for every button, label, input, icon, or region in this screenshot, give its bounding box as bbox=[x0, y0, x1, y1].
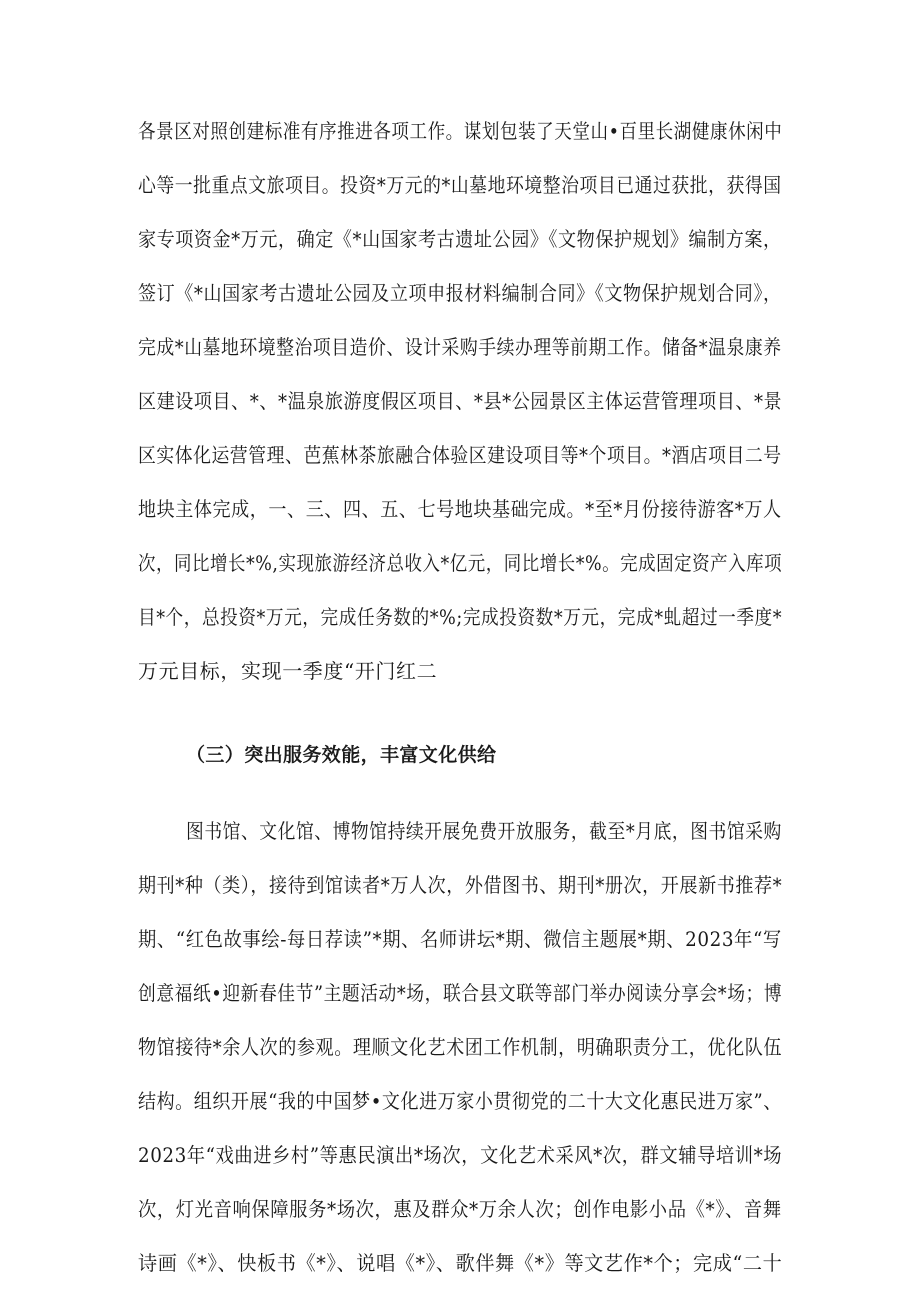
paragraph-line: 心等一批重点文旅项目。投资*万元的*山墓地环境整治项目已通过获批，获得国 bbox=[138, 173, 782, 197]
paragraph-line: 目*个，总投资*万元，完成任务数的*%;完成投资数*万元，完成*虬超过一季度* bbox=[138, 605, 783, 629]
paragraph-line: 签订《*山国家考古遗址公园及立项申报材料编制合同》《文物保护规划合同》， bbox=[138, 281, 782, 305]
paragraph-line: 期、“红色故事绘-每日荐读”*期、名师讲坛*期、微信主题展*期、2023年“写 bbox=[138, 927, 782, 951]
paragraph-line: 诗画《*》、快板书《*》、说唱《*》、歌伴舞《*》等文艺作*个；完成“二十 bbox=[138, 1251, 783, 1275]
paragraph-line: 家专项资金*万元，确定《*山国家考古遗址公园》《文物保护规划》编制方案， bbox=[138, 227, 782, 251]
paragraph-line: 次，同比增长*%,实现旅游经济总收入*亿元，同比增长*%。完成固定资产入库项 bbox=[138, 551, 783, 575]
paragraph-line: 图书馆、文化馆、博物馆持续开展免费开放服务，截至*月底，图书馆采购 bbox=[186, 819, 782, 843]
paragraph-line: 各景区对照创建标准有序推进各项工作。谋划包装了天堂山•百里长湖健康休闲中 bbox=[138, 119, 783, 143]
paragraph-line: 结构。组织开展“我的中国梦•文化进万家小贯彻党的二十大文化惠民进万家”、 bbox=[138, 1089, 782, 1113]
paragraph-line: 完成*山墓地环境整治项目造价、设计采购手续办理等前期工作。储备*温泉康养 bbox=[138, 335, 782, 359]
paragraph-line: 地块主体完成，一、三、四、五、七号地块基础完成。*至*月份接待游客*万人 bbox=[138, 497, 782, 521]
paragraph-line: 期刊*种（类），接待到馆读者*万人次，外借图书、期刊*册次，开展新书推荐* bbox=[138, 873, 783, 897]
paragraph-line: 区建设项目、*、*温泉旅游度假区项目、*县*公园景区主体运营管理项目、*景 bbox=[138, 389, 783, 413]
paragraph-line: 万元目标，实现一季度“开门红二 bbox=[138, 659, 438, 683]
paragraph-line: 创意福纸•迎新春佳节”主题活动*场，联合县文联等部门举办阅读分享会*场；博 bbox=[138, 981, 783, 1005]
paragraph-line: 2023年“戏曲进乡村”等惠民演出*场次，文化艺术采风*次，群文辅导培训*场 bbox=[138, 1143, 783, 1167]
section-heading: （三）突出服务效能，丰富文化供给 bbox=[186, 744, 497, 766]
paragraph-line: 物馆接待*余人次的参观。理顺文化艺术团工作机制，明确职责分工，优化队伍 bbox=[138, 1035, 783, 1059]
paragraph-line: 区实体化运营管理、芭蕉林茶旅融合体验区建设项目等*个项目。*酒店项目二号 bbox=[138, 443, 782, 467]
paragraph-line: 次，灯光音响保障服务*场次，惠及群众*万余人次；创作电影小品《*》、音舞 bbox=[138, 1197, 782, 1221]
